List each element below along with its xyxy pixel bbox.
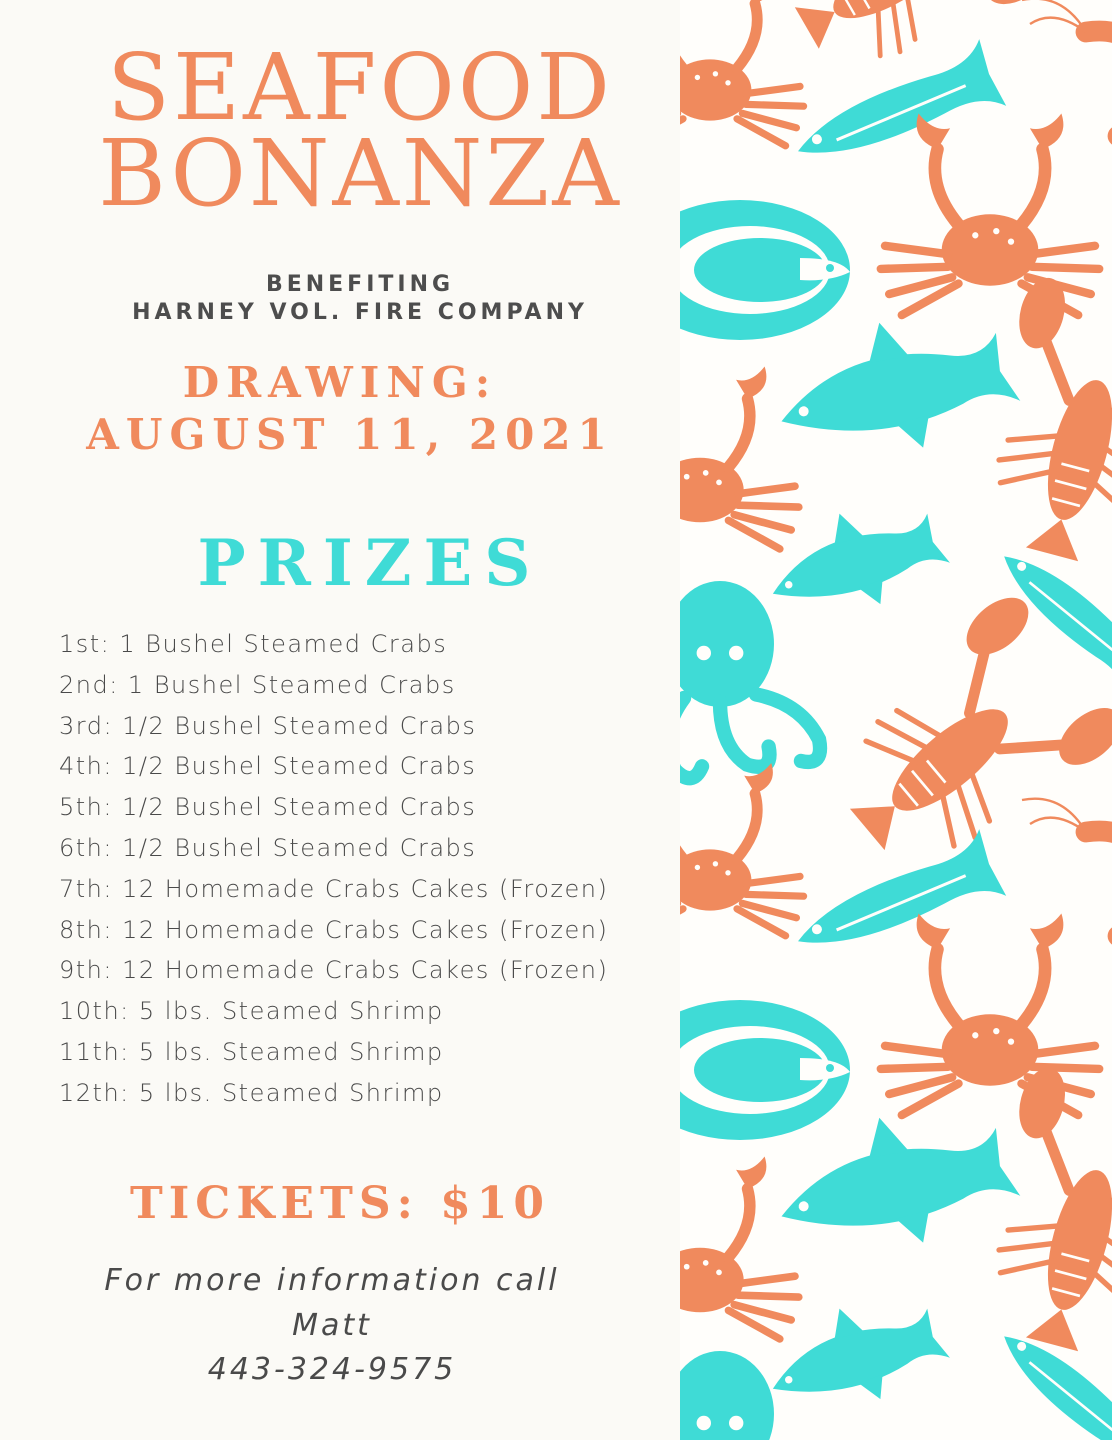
prize-item: 11th: 5 lbs. Steamed Shrimp (59, 1037, 444, 1066)
drawing-label: DRAWING: (182, 358, 498, 407)
lobster-icon (962, 1063, 1112, 1369)
seafood-pattern (680, 0, 1112, 1440)
prize-item: 1st: 1 Bushel Steamed Crabs (59, 630, 448, 658)
prize-item: 8th: 12 Homemade Crabs Cakes (Frozen) (59, 915, 609, 944)
crab-icon (881, 114, 1099, 316)
shrimp-icon (1022, 0, 1112, 136)
prize-item: 10th: 5 lbs. Steamed Shrimp (59, 997, 444, 1026)
shrimp-icon (1022, 799, 1112, 936)
prize-item: 12th: 5 lbs. Steamed Shrimp (59, 1078, 444, 1107)
ticket-price: TICKETS: $10 (129, 1178, 551, 1229)
prize-item: 2nd: 1 Bushel Steamed Crabs (59, 670, 456, 699)
prizes-heading: PRIZES (197, 526, 543, 601)
crab-icon (881, 914, 1099, 1116)
prize-item: 6th: 1/2 Bushel Steamed Crabs (59, 833, 477, 862)
title-line-2: BONANZA (98, 120, 622, 227)
crab-icon (680, 0, 804, 146)
flounder-icon (680, 1000, 850, 1140)
title-line-1: SEAFOOD (106, 34, 614, 141)
crab-icon (680, 763, 804, 936)
fish-icon (755, 1279, 955, 1433)
seafood-pattern-panel (680, 0, 1112, 1440)
prize-item: 3rd: 1/2 Bushel Steamed Crabs (59, 711, 477, 740)
fish-icon (785, 39, 1007, 184)
prize-item: 5th: 1/2 Bushel Steamed Crabs (59, 793, 477, 822)
prize-item: 4th: 1/2 Bushel Steamed Crabs (59, 752, 477, 781)
benefiting-label: BENEFITING (265, 272, 455, 297)
flounder-icon (680, 200, 850, 340)
beneficiary-name: HARNEY VOL. FIRE COMPANY (132, 300, 588, 325)
fish-icon (785, 829, 1007, 974)
octopus-icon (680, 581, 820, 778)
crab-icon (680, 1157, 799, 1339)
prize-item: 7th: 12 Homemade Crabs Cakes (Frozen) (59, 874, 609, 903)
crab-icon (680, 367, 799, 549)
prize-list (59, 624, 608, 1114)
info-call-text: For more information call (104, 1263, 560, 1298)
lobster-icon (962, 273, 1112, 579)
contact-name: Matt (292, 1308, 372, 1343)
prize-item: 9th: 12 Homemade Crabs Cakes (Frozen) (59, 956, 609, 985)
drawing-date: AUGUST 11, 2021 (86, 410, 614, 459)
contact-phone: 443-324-9575 (207, 1352, 457, 1387)
